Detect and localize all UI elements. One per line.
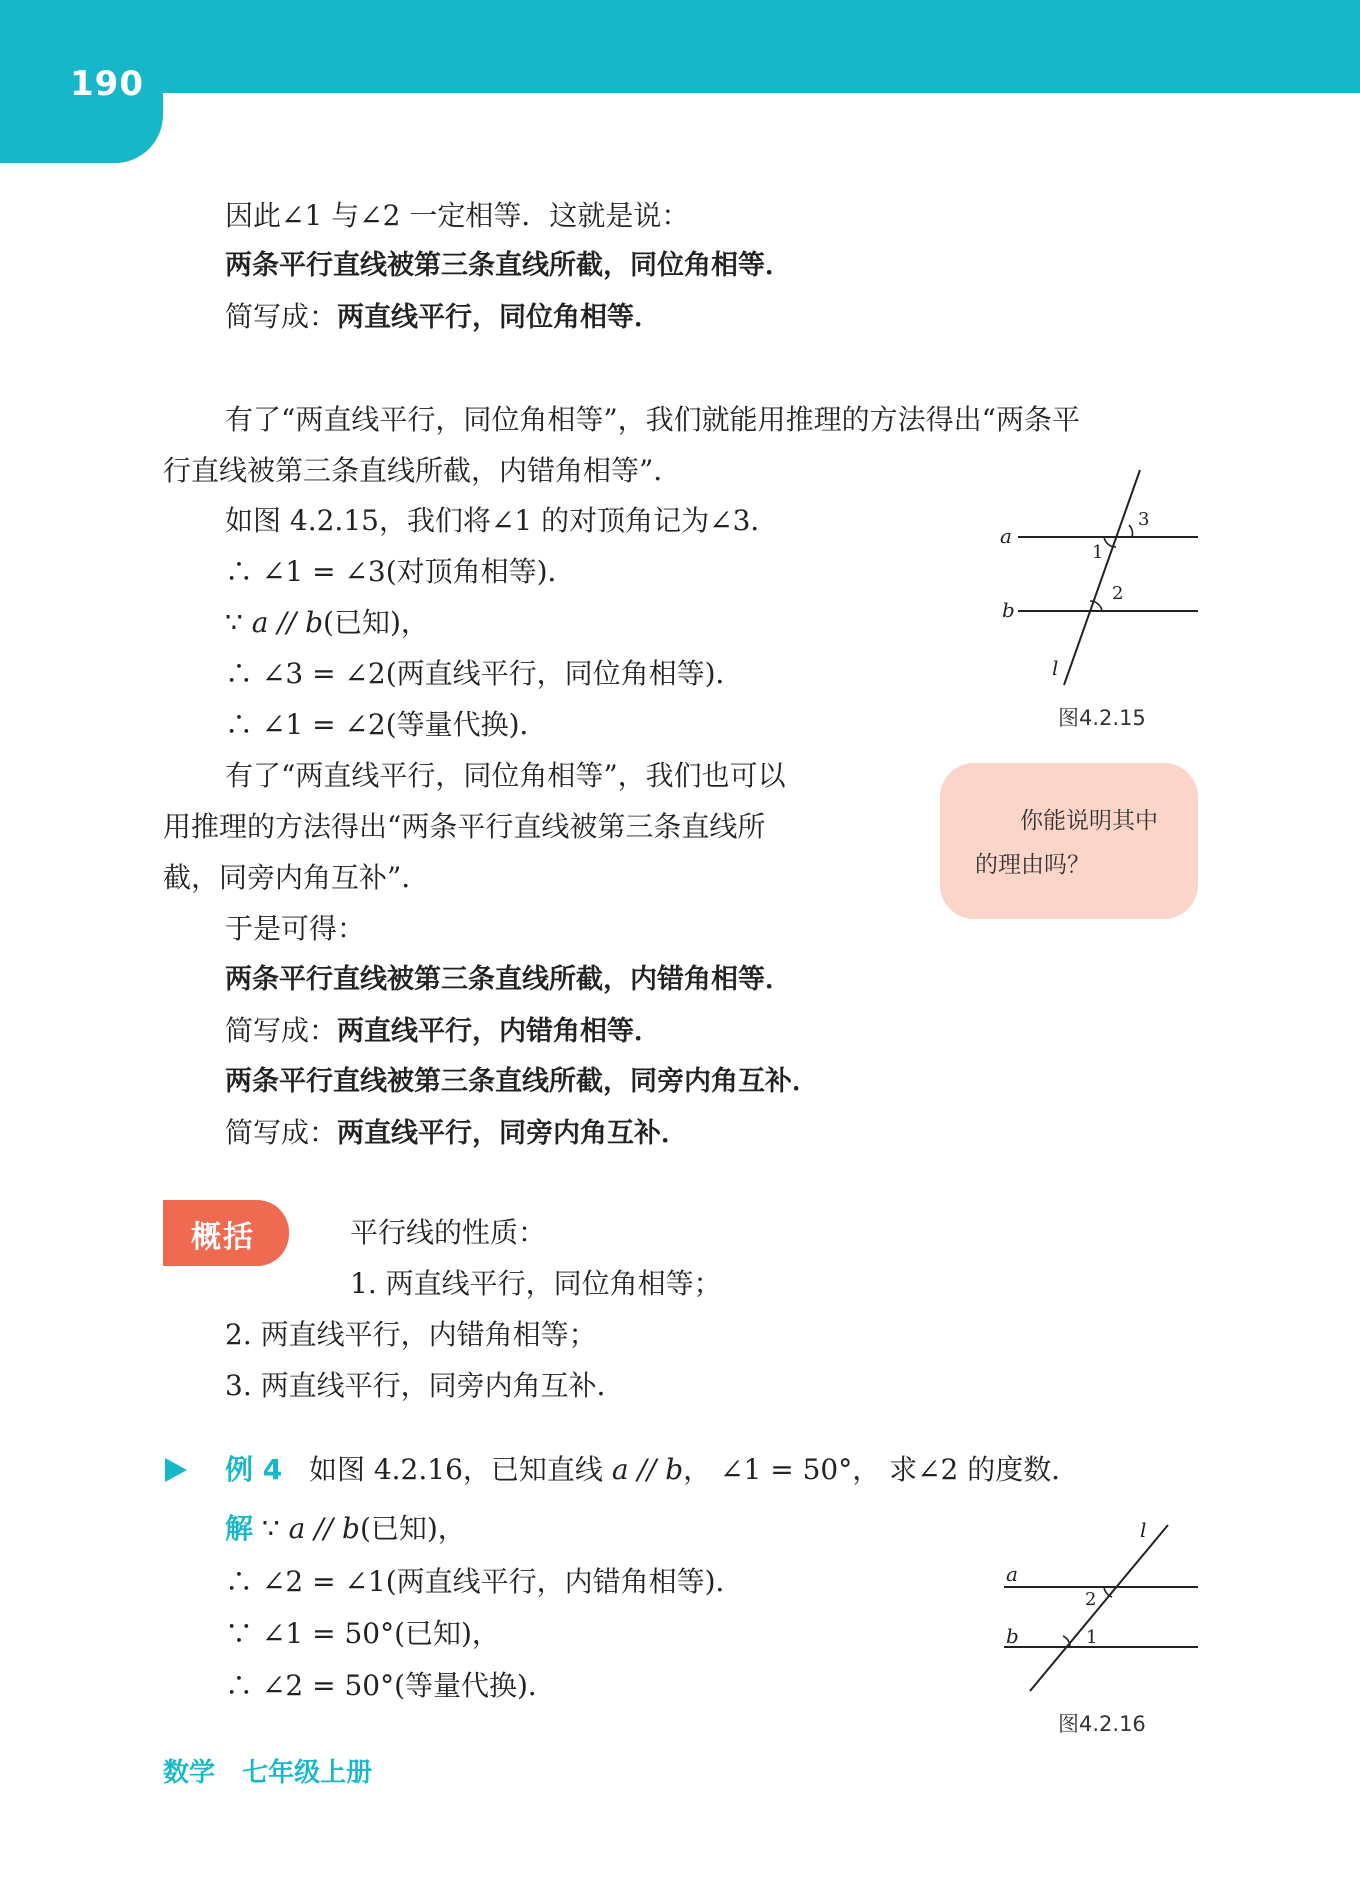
angle-1-label: 1 [1086, 1627, 1098, 1648]
summary-item: 2. 两直线平行，内错角相等； [225, 1318, 597, 1351]
footer-grade: 七年级上册 [242, 1758, 373, 1788]
summary-item: 3. 两直线平行，同旁内角互补． [225, 1369, 625, 1402]
short-form-text: 两直线平行，同旁内角互补． [337, 1118, 689, 1149]
var-b: b [665, 1453, 684, 1486]
solution-step: ∵ ∠1 = 50°(已知)， [225, 1617, 500, 1650]
label-b: b [1002, 598, 1015, 622]
bubble-text-line: 的理由吗？ [975, 852, 1090, 878]
angle-1-label: 1 [1092, 542, 1104, 563]
short-form-label: 简写成： [225, 300, 338, 333]
label-a: a [1006, 1562, 1018, 1586]
var-a: a [251, 606, 269, 639]
short-form-label: 简写成： [225, 1014, 338, 1047]
solution-step: ∴ ∠2 = ∠1(两直线平行，内错角相等)． [225, 1565, 744, 1598]
text-line: 有了“两直线平行，同位角相等”，我们就能用推理的方法得出“两条平 [225, 403, 1080, 436]
bubble-text-line: 你能说明其中 [1020, 808, 1158, 834]
summary-title: 平行线的性质： [350, 1216, 547, 1249]
var-b: b [342, 1512, 360, 1545]
example-text: ， ∠1 = 50°， 求∠2 的度数． [683, 1453, 1080, 1486]
summary-item: 1. 两直线平行，同位角相等； [350, 1267, 722, 1300]
label-a: a [1000, 524, 1012, 548]
solution-line [225, 1509, 466, 1549]
solution-label: 解 [225, 1512, 254, 1545]
figure-4-2-16 [990, 1515, 1210, 1719]
text-line: 如图 4.2.15，我们将∠1 的对顶角记为∠3． [225, 504, 779, 537]
short-form-line [225, 1113, 688, 1154]
page-number: 190 [70, 64, 144, 104]
var-a: a [611, 1453, 629, 1486]
angle-3-label: 3 [1138, 509, 1150, 530]
figure-4-2-15-diagram [990, 465, 1210, 695]
figure-caption: 图4.2.16 [1058, 1712, 1146, 1736]
text-line: 于是可得： [225, 912, 366, 945]
text-line: 截，同旁内角互补”． [163, 861, 430, 894]
footer [163, 1752, 372, 1789]
theorem-statement: 两条平行直线被第三条直线所截，内错角相等． [225, 964, 792, 995]
speech-bubble [940, 763, 1198, 919]
because-symbol: ∵ [225, 606, 252, 639]
short-form-label: 简写成： [225, 1116, 338, 1149]
example-arrow-icon [165, 1458, 187, 1482]
label-l: l [1140, 1518, 1147, 1542]
reason: (已知)， [323, 606, 429, 639]
parallel-symbol: // [268, 606, 306, 639]
parallel-symbol: // [305, 1512, 343, 1545]
short-form-line [225, 297, 661, 338]
parallel-symbol: // [628, 1453, 666, 1486]
proof-step: ∴ ∠1 = ∠3(对顶角相等)． [225, 555, 576, 588]
header-band [0, 0, 1360, 93]
proof-step: ∴ ∠3 = ∠2(两直线平行，同位角相等)． [225, 657, 744, 690]
angle-2-label: 2 [1112, 583, 1124, 604]
theorem-statement: 两条平行直线被第三条直线所截，同旁内角互补． [225, 1066, 819, 1097]
reason: (已知)， [359, 1512, 466, 1545]
proof-step: ∴ ∠1 = ∠2(等量代换)． [225, 708, 548, 741]
text-line: 有了“两直线平行，同位角相等”，我们也可以 [225, 759, 786, 792]
theorem-statement: 两条平行直线被第三条直线所截，同位角相等． [225, 250, 792, 281]
example-text: 如图 4.2.16，已知直线 [308, 1453, 612, 1486]
solution-step: ∴ ∠2 = 50°(等量代换)． [225, 1669, 556, 1702]
figure-4-2-15 [990, 465, 1210, 699]
example-line [225, 1450, 1079, 1490]
short-form-text: 两直线平行，同位角相等． [337, 302, 662, 333]
example-label: 例 4 [225, 1453, 283, 1486]
text-line: 行直线被第三条直线所截，内错角相等”． [163, 454, 682, 487]
var-a: a [288, 1512, 306, 1545]
proof-step [225, 603, 429, 643]
label-b: b [1006, 1624, 1019, 1648]
short-form-text: 两直线平行，内错角相等． [337, 1016, 662, 1047]
footer-subject: 数学 [163, 1758, 216, 1788]
figure-4-2-16-diagram [990, 1515, 1210, 1715]
text-line: 用推理的方法得出“两条平行直线被第三条直线所 [163, 810, 766, 843]
figure-caption: 图4.2.15 [1058, 706, 1146, 730]
summary-tag [163, 1200, 289, 1266]
var-b: b [305, 606, 324, 639]
short-form-line [225, 1011, 661, 1052]
label-l: l [1052, 656, 1059, 680]
summary-tag-label: 概括 [191, 1220, 255, 1255]
angle-2-label: 2 [1085, 1589, 1097, 1610]
text-line: 因此∠1 与∠2 一定相等．这就是说： [225, 199, 690, 232]
because-symbol: ∵ [253, 1512, 289, 1545]
